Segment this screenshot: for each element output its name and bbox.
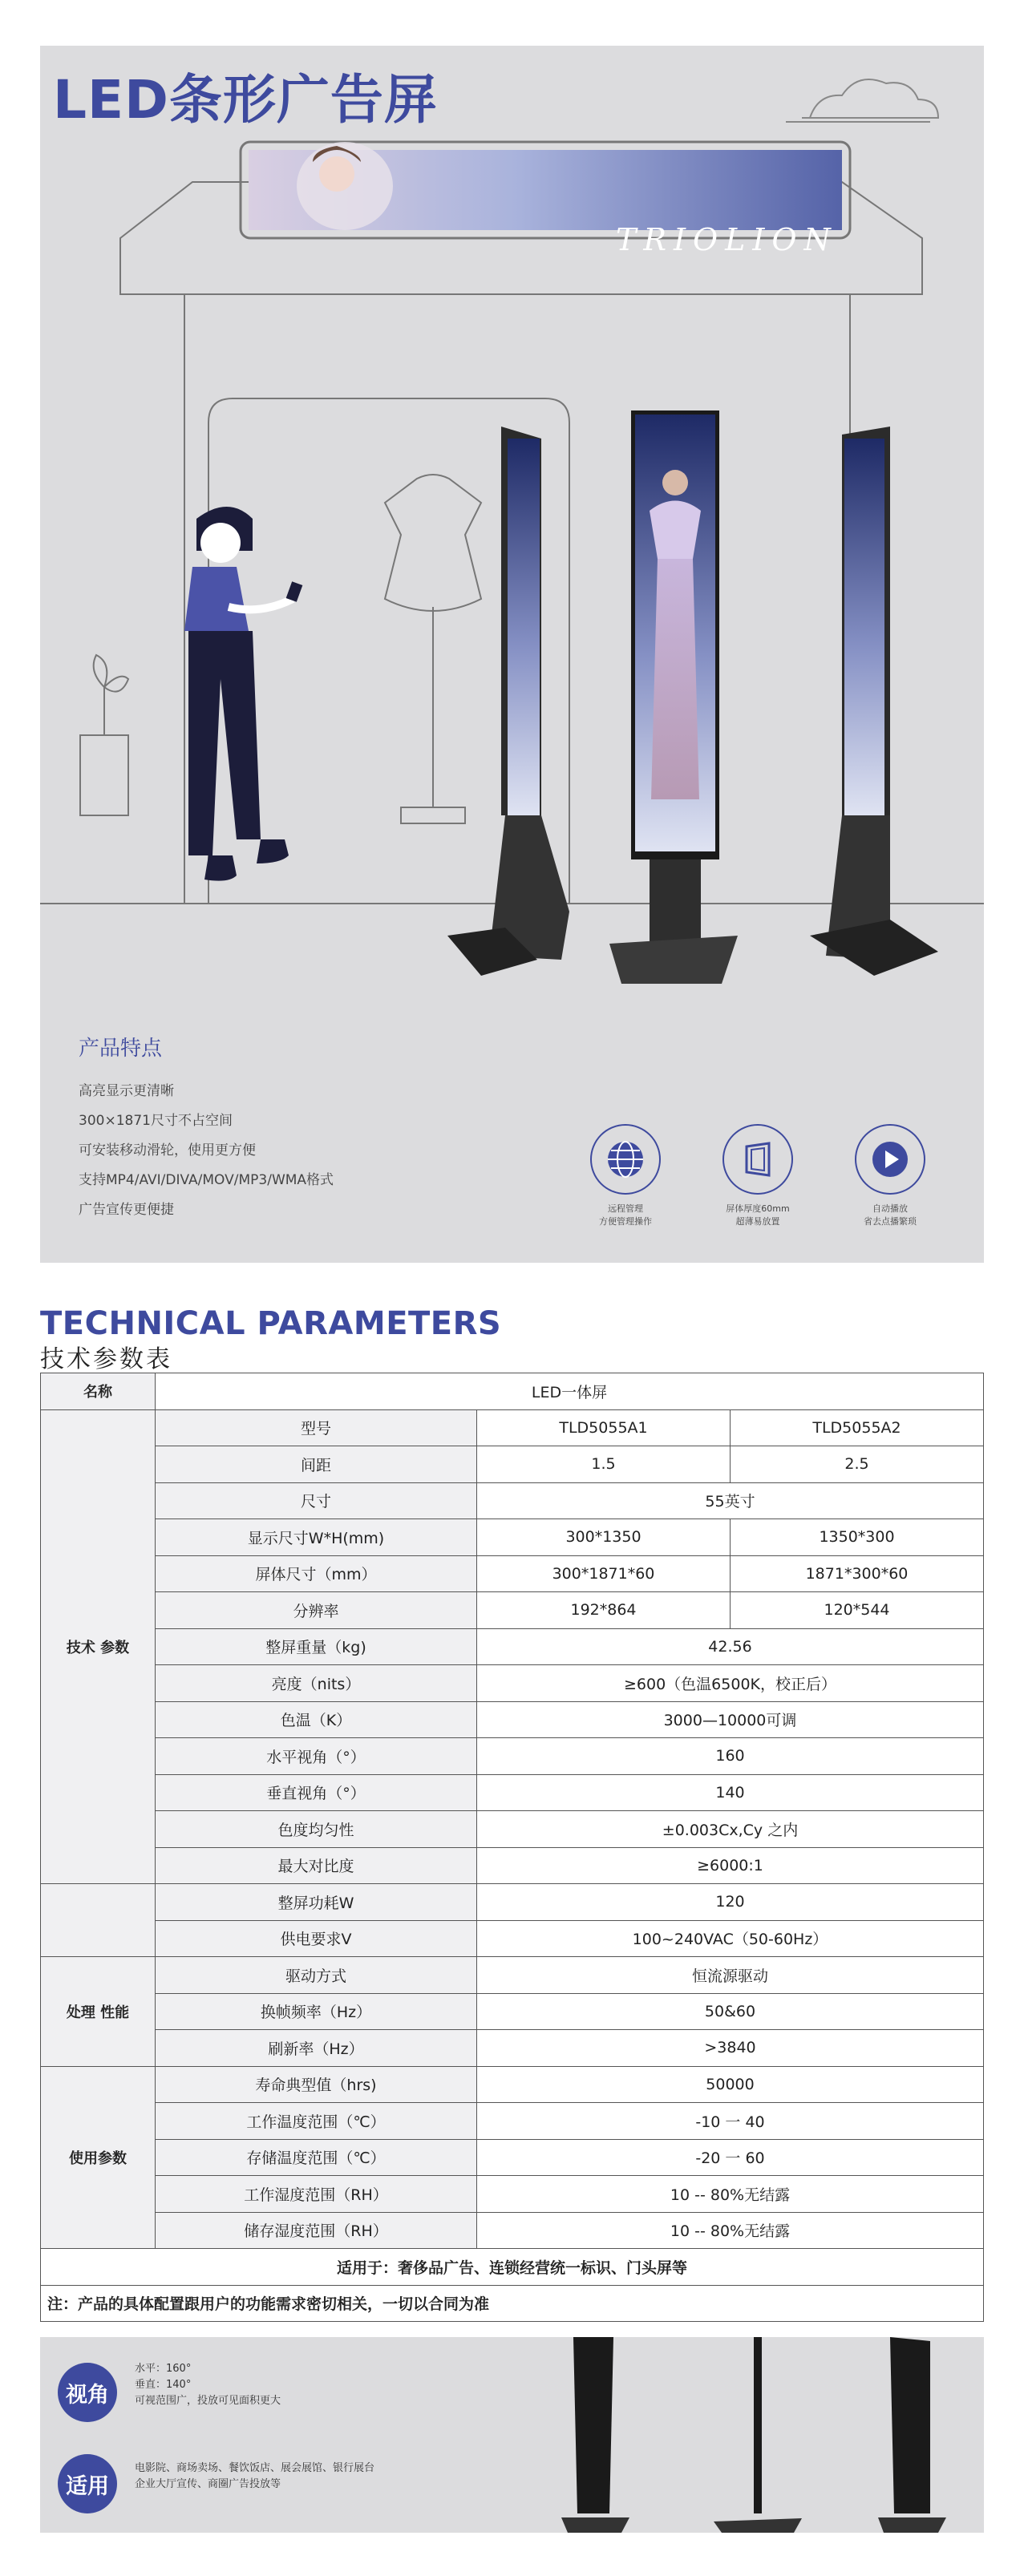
table-row: [41, 1555, 984, 1592]
row-label: 寿命典型值（hrs): [156, 2066, 477, 2103]
table-row: [41, 1592, 984, 1629]
globe-icon: [590, 1124, 661, 1195]
section-label: 使用参数: [41, 2066, 156, 2249]
totem-product-images: [553, 2337, 984, 2533]
row-label: 换帧频率（Hz）: [156, 1993, 477, 2030]
table-row: [41, 2285, 984, 2322]
cell-value: 300*1350: [477, 1519, 731, 1556]
icon-caption: 方便管理操作: [599, 1216, 652, 1227]
table-row: [41, 1738, 984, 1775]
bottom-panel: [40, 2337, 984, 2533]
feature-item: 300×1871尺寸不占空间: [79, 1113, 233, 1129]
row-label: 型号: [156, 1409, 477, 1446]
hero-panel: [40, 46, 984, 1263]
cell-value: 恒流源驱动: [477, 1957, 984, 1994]
page-title: LED条形广告屏: [53, 69, 438, 131]
header-name: 名称: [41, 1373, 156, 1410]
use-lines: [135, 2461, 374, 2493]
view-line: 可视范围广，投放可见面积更大: [135, 2395, 281, 2407]
cell-value: 55英寸: [477, 1482, 984, 1519]
table-row: [41, 1701, 984, 1738]
cell-value: 42.56: [477, 1628, 984, 1665]
cell-value: 160: [477, 1738, 984, 1775]
cell-value: TLD5055A1: [477, 1409, 731, 1446]
row-label: 间距: [156, 1446, 477, 1483]
table-row: [41, 1519, 984, 1556]
woman-figure: [184, 507, 302, 881]
features-title: 产品特点: [79, 1037, 163, 1061]
icon-caption: 省去点播繁琐: [864, 1216, 917, 1227]
table-row: [41, 2030, 984, 2067]
cell-value: 10 -- 80%无结露: [477, 2176, 984, 2213]
tech-title: TECHNICAL PARAMETERS: [40, 1305, 502, 1342]
row-label: 最大对比度: [156, 1847, 477, 1884]
frame-icon: [722, 1124, 793, 1195]
cell-value: 1.5: [477, 1446, 731, 1483]
cell-value: ≥6000:1: [477, 1847, 984, 1884]
icon-caption: 远程管理: [608, 1203, 643, 1214]
table-row: [41, 2139, 984, 2176]
row-label: 储存湿度范围（RH）: [156, 2212, 477, 2249]
row-label: 供电要求V: [156, 1920, 477, 1957]
row-label: 尺寸: [156, 1482, 477, 1519]
cell-value: 120*544: [731, 1592, 984, 1629]
view-lines: [135, 2361, 281, 2409]
table-row: [41, 1884, 984, 1921]
view-line: 垂直：140°: [135, 2379, 192, 2391]
cell-value: 2.5: [731, 1446, 984, 1483]
feature-item: 广告宣传更便捷: [79, 1202, 174, 1218]
table-row: [41, 2249, 984, 2286]
product-totem-front: [561, 2337, 629, 2533]
row-label: 亮度（nits）: [156, 1665, 477, 1702]
tech-subtitle: 技术参数表: [40, 1345, 172, 1373]
table-row: [41, 2066, 984, 2103]
view-badge: 视角: [58, 2363, 117, 2422]
row-label: 垂直视角（°）: [156, 1774, 477, 1811]
banner-brand-text: TRIOLION: [616, 222, 838, 257]
table-row: [41, 1665, 984, 1702]
icon-caption: 超薄易放置: [735, 1216, 780, 1227]
table-row: [41, 1373, 984, 1410]
feature-item: 可安装移动滑轮，使用更方便: [79, 1142, 256, 1159]
row-label: 水平视角（°）: [156, 1738, 477, 1775]
plant-pot: [80, 655, 128, 815]
table-row: [41, 2103, 984, 2140]
table-row: [41, 1811, 984, 1848]
row-label: 刷新率（Hz）: [156, 2030, 477, 2067]
table-row: [41, 1957, 984, 1994]
cell-value: 120: [477, 1884, 984, 1921]
cell-value: 10 -- 80%无结露: [477, 2212, 984, 2249]
row-label: 屏体尺寸（mm）: [156, 1555, 477, 1592]
feature-item: 支持MP4/AVI/DIVA/MOV/MP3/WMA格式: [79, 1172, 334, 1188]
table-row: [41, 1482, 984, 1519]
table-row: [41, 1774, 984, 1811]
feature-thin: [686, 1124, 830, 1228]
table-row: [41, 1628, 984, 1665]
row-label: 工作湿度范围（RH）: [156, 2176, 477, 2213]
feature-remote: [553, 1124, 698, 1228]
row-label: 整屏功耗W: [156, 1884, 477, 1921]
use-line: 电影院、商场卖场、餐饮饭店、展会展馆、银行展台: [135, 2462, 375, 2474]
note-row: 注：产品的具体配置跟用户的功能需求密切相关，一切以合同为准: [41, 2285, 984, 2322]
cell-value: -20 一 60: [477, 2139, 984, 2176]
cell-value: 300*1871*60: [477, 1555, 731, 1592]
applicable-row: 适用于：奢侈品广告、连锁经营统一标识、门头屏等: [41, 2249, 984, 2286]
cell-value: 192*864: [477, 1592, 731, 1629]
row-label: 整屏重量（kg): [156, 1628, 477, 1665]
play-icon: [855, 1124, 925, 1195]
row-label: 显示尺寸W*H(mm): [156, 1519, 477, 1556]
table-row: [41, 1920, 984, 1957]
row-label: 工作温度范围（℃）: [156, 2103, 477, 2140]
cell-value: 50000: [477, 2066, 984, 2103]
cell-value: 1350*300: [731, 1519, 984, 1556]
view-line: 水平：160°: [135, 2363, 192, 2375]
totem-left: [447, 427, 569, 976]
section-label: 处理 性能: [41, 1957, 156, 2067]
product-totem-side: [714, 2337, 802, 2533]
cell-value: -10 一 40: [477, 2103, 984, 2140]
use-badge: 适用: [58, 2454, 117, 2513]
totem-right: [810, 427, 938, 976]
cell-value: TLD5055A2: [731, 1409, 984, 1446]
cell-value: 3000—10000可调: [477, 1701, 984, 1738]
row-label: 存储温度范围（℃）: [156, 2139, 477, 2176]
section-label: 技术 参数: [41, 1409, 156, 1884]
feature-autoplay: [818, 1124, 962, 1228]
table-row: [41, 1993, 984, 2030]
row-label: 驱动方式: [156, 1957, 477, 1994]
table-row: [41, 2176, 984, 2213]
section-label: [41, 1884, 156, 1957]
use-line: 企业大厅宣传、商圈广告投放等: [135, 2478, 281, 2490]
spec-table: [40, 1373, 984, 2322]
product-totem-back: [878, 2337, 946, 2533]
cell-value: ≥600（色温6500K，校正后）: [477, 1665, 984, 1702]
table-row: [41, 1847, 984, 1884]
cell-value: >3840: [477, 2030, 984, 2067]
table-row: [41, 2212, 984, 2249]
row-label: 色温（K）: [156, 1701, 477, 1738]
cloud-icon: [802, 79, 938, 118]
cell-value: 50&60: [477, 1993, 984, 2030]
cell-value: 140: [477, 1774, 984, 1811]
table-row: [41, 1409, 984, 1446]
features-list: [79, 1032, 334, 1227]
totem-center: [609, 410, 738, 984]
header-value: LED一体屏: [156, 1373, 984, 1410]
icon-caption: 屏体厚度60mm: [726, 1203, 790, 1214]
row-label: 分辨率: [156, 1592, 477, 1629]
mannequin: [385, 475, 481, 823]
table-row: [41, 1446, 984, 1483]
cell-value: ±0.003Cx,Cy 之内: [477, 1811, 984, 1848]
cell-value: 100~240VAC（50-60Hz）: [477, 1920, 984, 1957]
feature-item: 高亮显示更清晰: [79, 1083, 174, 1099]
row-label: 色度均匀性: [156, 1811, 477, 1848]
icon-caption: 自动播放: [872, 1203, 908, 1214]
cell-value: 1871*300*60: [731, 1555, 984, 1592]
